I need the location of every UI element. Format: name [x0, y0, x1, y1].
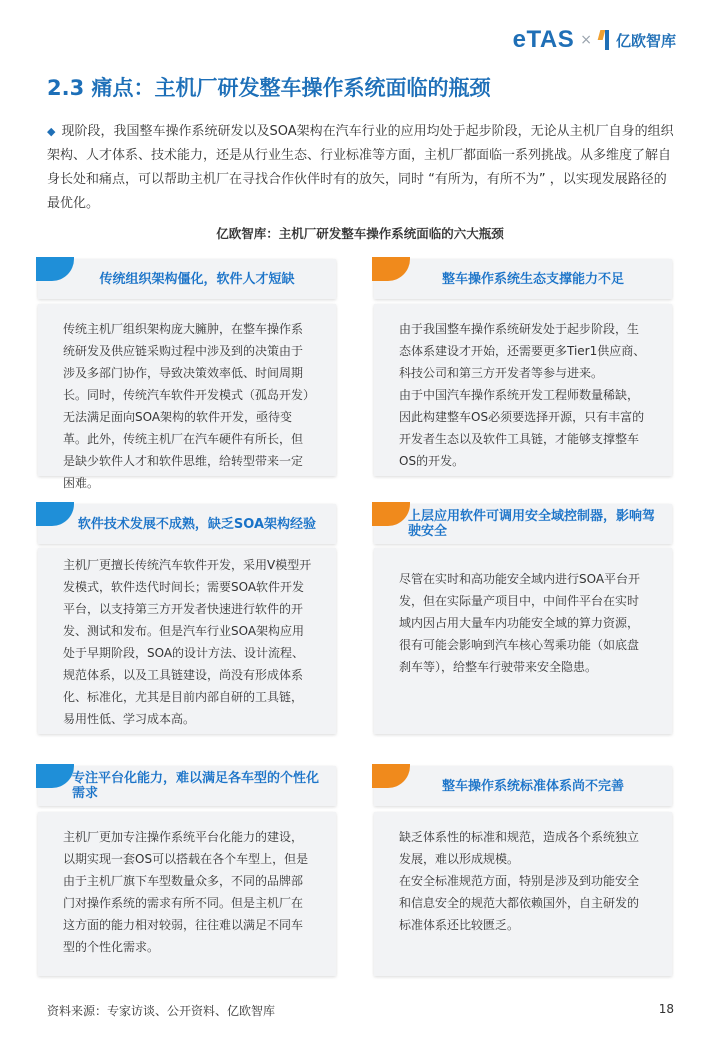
card-body-org	[38, 304, 336, 490]
card-paragraph: 传统主机厂组织架构庞大臃肿，在整车操作系统研发及供应链采购过程中涉及到的决策由于涉及多部门协作，导致决策效率低、时间周期长。同时，传统汽车软件开发模式（孤岛开发）无法满足面向SOA架构的软件开发，亟待变革。此外，传统主机厂在汽车硬件有所长，但是缺少软件人才和软件思维，给转型带来一定困难。	[63, 322, 310, 490]
logo-separator: ×	[580, 32, 592, 48]
card-header-software	[38, 504, 336, 544]
card-body-platform	[38, 812, 336, 976]
header-logo	[513, 26, 676, 54]
card-body-ecosystem	[374, 304, 672, 476]
etas-logo: eTAS	[512, 26, 575, 53]
card-paragraph: 由于我国整车操作系统研发处于起步阶段，生态体系建设才开始，还需要更多Tier1供应商、科技公司和第三方开发者等参与进来。	[399, 322, 646, 380]
card-paragraph: 在安全标准规范方面，特别是涉及到功能安全和信息安全的规范大都依赖国外，自主研发的标准体系还比较匮乏。	[399, 874, 640, 932]
source-note: 资料来源：专家访谈、公开资料、亿欧智库	[47, 1004, 276, 1018]
card-paragraph: 缺乏体系性的标准和规范，造成各个系统独立发展，难以形成规模。	[399, 830, 640, 866]
card-header-platform	[38, 766, 336, 806]
corner-tab-icon	[36, 502, 74, 526]
page-number: 18	[658, 1002, 674, 1016]
card-body-standards	[374, 812, 672, 976]
diamond-bullet-icon: ◆	[47, 125, 56, 138]
intro-paragraph	[47, 120, 677, 216]
corner-tab-icon	[36, 257, 74, 281]
card-paragraph: 由于中国汽车操作系统开发工程师数量稀缺，因此构建整车OS必须要选择开源，只有丰富的开发者生态以及软件工具链，才能够支撑整车OS的开发。	[399, 388, 645, 468]
card-body-software	[38, 548, 336, 734]
card-body-safety	[374, 548, 672, 734]
corner-tab-icon	[36, 764, 74, 788]
intro-text: 现阶段，我国整车操作系统研发以及SOA架构在汽车行业的应用均处于起步阶段，无论从主机厂自身的组织架构、人才体系、技术能力，还是从行业生态、行业标准等方面，主机厂都面临一系列挑战。从多维度了解自身长处和痛点，可以帮助主机厂在寻找合作伙伴时有的放矢，同时 “有所为，有所不为” ，以实现发展路径的最优化。	[47, 124, 674, 211]
card-title: 整车操作系统标准体系尚不完善	[441, 778, 624, 794]
corner-tab-icon	[372, 502, 410, 526]
card-title: 上层应用软件可调用安全域控制器，影响驾驶安全	[408, 509, 656, 539]
card-header-ecosystem	[374, 259, 672, 299]
card-title: 软件技术发展不成熟，缺乏SOA架构经验	[77, 516, 317, 532]
card-header-org	[38, 259, 336, 299]
corner-tab-icon	[372, 257, 410, 281]
page-title: 2.3 痛点：主机厂研发整车操作系统面临的瓶颈	[47, 76, 491, 100]
card-header-standards	[374, 766, 672, 806]
card-paragraph: 主机厂更擅长传统汽车软件开发，采用V模型开发模式，软件迭代时间长；需要SOA软件开发平台，以支持第三方开发者快速进行软件的开发、测试和发布。但是汽车行业SOA架构应用处于早期阶段，SOA的设计方法、设计流程、规范体系，以及工具链建设，尚没有形成体系化、标准化，尤其是目前内部自研的工具链，易用性低、学习成本高。	[63, 558, 312, 726]
yiou-logo-icon	[598, 30, 612, 50]
card-title: 传统组织架构僵化，软件人才短缺	[99, 271, 295, 287]
corner-tab-icon	[372, 764, 410, 788]
card-title: 整车操作系统生态支撑能力不足	[441, 271, 624, 287]
figure-title: 亿欧智库：主机厂研发整车操作系统面临的六大瓶颈	[216, 226, 504, 241]
yiou-logo-text: 亿欧智库	[615, 31, 676, 50]
card-paragraph: 尽管在实时和高功能安全域内进行SOA平台开发，但在实际量产项目中，中间件平台在实时域内因占用大量车内功能安全域的算力资源，很有可能会影响到汽车核心驾乘功能（如底盘刹车等），给整车行驶带来安全隐患。	[399, 572, 641, 674]
card-header-safety	[374, 504, 672, 544]
card-title: 专注平台化能力，难以满足各车型的个性化需求	[72, 771, 320, 801]
card-paragraph: 主机厂更加专注操作系统平台化能力的建设，以期实现一套OS可以搭载在各个车型上，但是由于主机厂旗下车型数量众多，不同的品牌部门对操作系统的需求有所不同。但是主机厂在这方面的能力相对较弱，往往难以满足不同车型的个性化需求。	[63, 830, 309, 954]
